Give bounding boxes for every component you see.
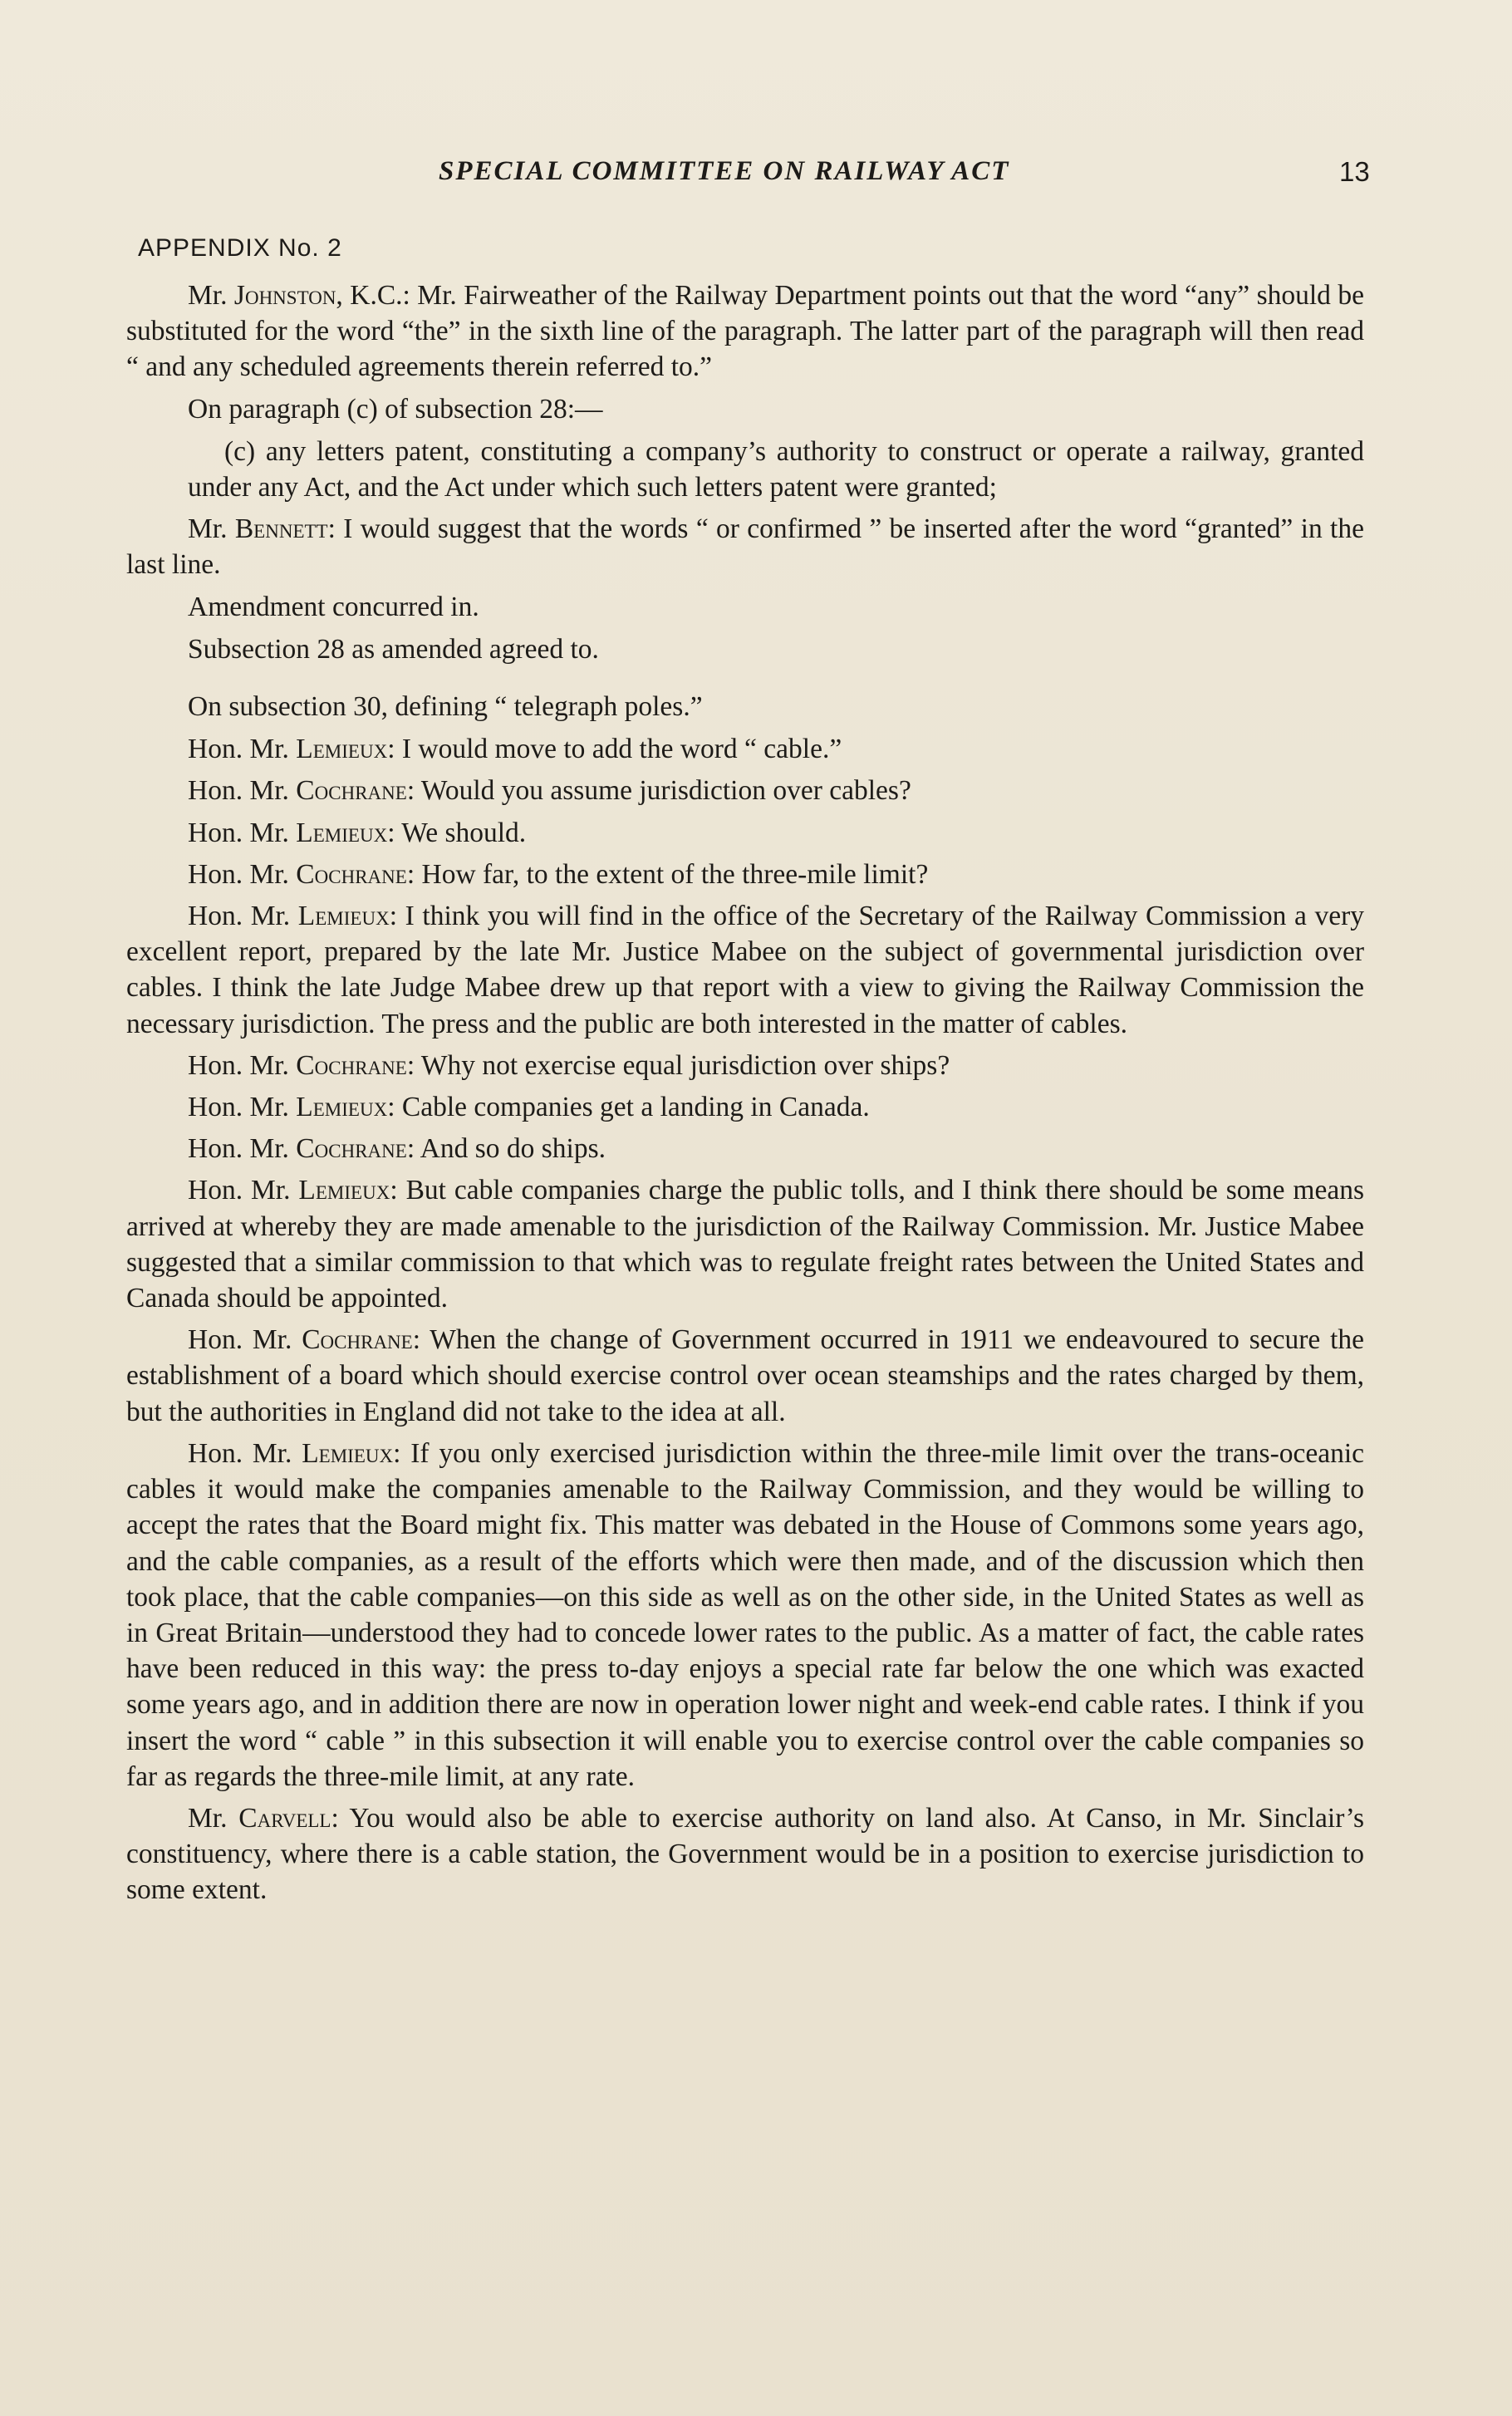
- paragraph-lemieux-3: Hon. Mr. Lemieux: I think you will find in the office of the Secretary of the Railway Commission a very excellent report, prepared by the late Mr. Justice Mabee on the subject of governmental jurisdiction over cables. I think the late Judge Mabee drew up that report with a view to giving the Railway Commission the necessary jurisdiction. The press and the public are both interested in the matter of cables.: [126, 901, 1364, 1039]
- paragraph-cochrane-2: Hon. Mr. Cochrane: How far, to the extent of the three-mile limit?: [188, 858, 929, 890]
- speaker-name: Lemieux: [296, 817, 388, 848]
- page-number: 13: [1339, 156, 1370, 187]
- paragraph-lemieux-6: Hon. Mr. Lemieux: If you only exercised jurisdiction within the three-mile limit over the trans-oceanic cables it would make the companies amenable to the Railway Commission, and they would be willing to accept the rates that the Board might fix. This matter was debated in the House of Commons some years ago, and the cable companies, as a result of the efforts which were then made, and of the discussion which then took place, that the cable companies—on this side as well as on the other side, in the United States as well as in Great Britain—understood they had to concede lower rates to the public. As a matter of fact, the cable rates have been reduced in this way: the press to-day enjoys a special rate far below the one which was exacted some years ago, and in addition there are now in operation lower night and week-end cable rates. I think if you insert the word “ cable ” in this subsection it will enable you to exercise control over the cable companies so far as regards the three-mile limit, at any rate.: [126, 1437, 1365, 1792]
- speaker-name: Carvell: [238, 1802, 331, 1834]
- paragraph-carvell: Mr. Carvell: You would also be able to exercise authority on land also. At Canso, in Mr. Sinclair’s constituency, where there is a cable station, the Government would be in a position to exercise jurisdiction to some extent.: [126, 1802, 1364, 1906]
- paragraph-cochrane-5: Hon. Mr. Cochrane: When the change of Government occurred in 1911 we endeavoured to secure the establishment of a board which should exercise control over ocean steamships and the rates charged by them, but the authorities in England did not take to the idea at all.: [126, 1324, 1364, 1427]
- speaker-name: Cochrane: [296, 775, 407, 807]
- paragraph-cochrane-1: Hon. Mr. Cochrane: Would you assume jurisdiction over cables?: [188, 775, 911, 807]
- speaker-name: Lemieux: [298, 1175, 390, 1206]
- paragraph-lemieux-5: Hon. Mr. Lemieux: But cable companies charge the public tolls, and I think there should be some means arrived at whereby they are made amenable to the jurisdiction of the Railway Commission. Mr. Justice Mabee suggested that a similar commission to that which was to regulate freight rates between the United States and Canada should be appointed.: [126, 1175, 1364, 1314]
- appendix-label: APPENDIX No. 2: [138, 234, 342, 262]
- speaker-name: Lemieux: [296, 1092, 388, 1123]
- paragraph-bennett: Mr. Bennett: I would suggest that the words “ or confirmed ” be inserted after the word “granted” in the last line.: [126, 513, 1364, 581]
- body-text: [126, 277, 1364, 1914]
- paragraph-subsection-28: Subsection 28 as amended agreed to.: [188, 633, 599, 665]
- running-title: SPECIAL COMMITTEE ON RAILWAY ACT: [439, 156, 1010, 186]
- paragraph-subsection-30: On subsection 30, defining “ telegraph poles.”: [188, 691, 703, 723]
- speaker-name: Cochrane: [296, 1049, 407, 1081]
- paragraph-lemieux-2: Hon. Mr. Lemieux: We should.: [188, 817, 527, 848]
- speaker-name: Lemieux: [296, 734, 388, 765]
- speaker-name: Cochrane: [296, 858, 407, 890]
- quoted-clause-c: (c) any letters patent, constituting a company’s authority to construct or operate a railway, granted under any Act, and the Act under which such letters patent were granted;: [188, 435, 1364, 503]
- speaker-name: Lemieux: [297, 901, 390, 932]
- speaker-name: Johnston,: [233, 280, 343, 311]
- speaker-name: Cochrane: [296, 1133, 407, 1165]
- paragraph-johnston: Mr. Johnston, K.C.: Mr. Fairweather of the Railway Department points out that the word “any” should be substituted for the word “the” in the sixth line of the paragraph. The latter part of the paragraph will then read “ and any scheduled agreements therein referred to.”: [126, 280, 1364, 383]
- paragraph-cochrane-4: Hon. Mr. Cochrane: And so do ships.: [188, 1133, 606, 1165]
- paragraph-lemieux-1: Hon. Mr. Lemieux: I would move to add the word “ cable.”: [188, 734, 842, 765]
- paragraph-lemieux-4: Hon. Mr. Lemieux: Cable companies get a landing in Canada.: [188, 1092, 870, 1123]
- paragraph-heading-c: On paragraph (c) of subsection 28:—: [188, 393, 603, 425]
- paragraph-cochrane-3: Hon. Mr. Cochrane: Why not exercise equal jurisdiction over ships?: [188, 1049, 950, 1081]
- speaker-name: Bennett: [234, 513, 328, 545]
- running-header: [0, 156, 1512, 198]
- speaker-name: Cochrane: [302, 1324, 413, 1356]
- speaker-name: Lemieux: [302, 1437, 394, 1469]
- paragraph-amendment: Amendment concurred in.: [188, 591, 479, 622]
